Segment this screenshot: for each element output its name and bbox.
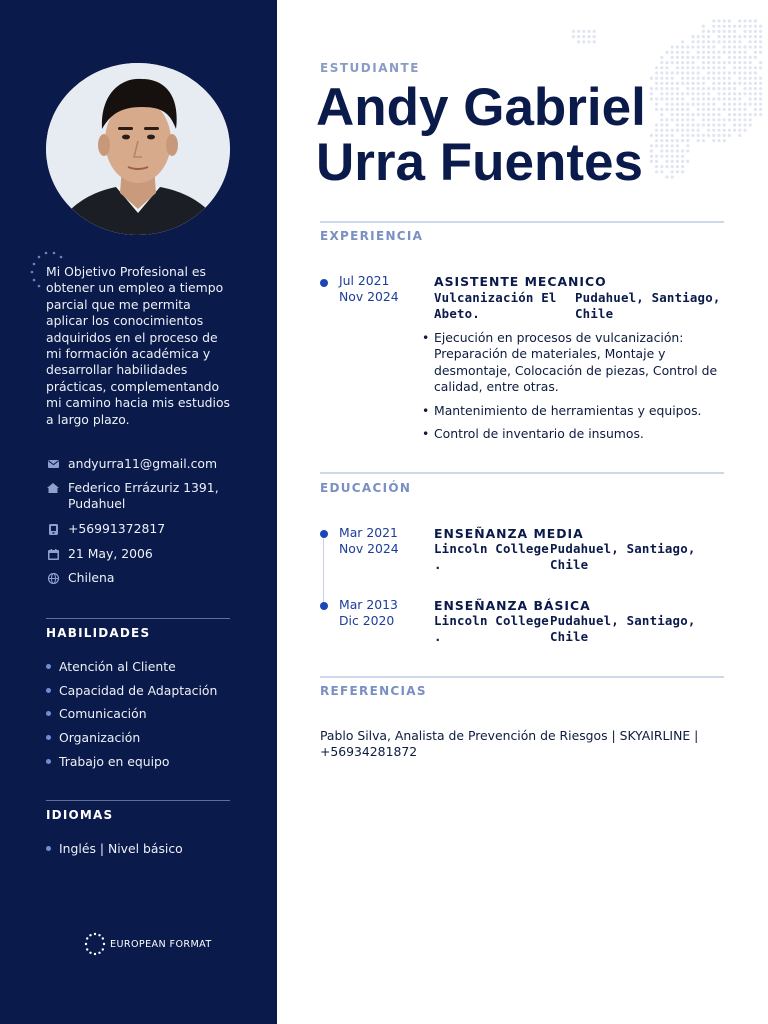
globe-icon (46, 570, 60, 586)
references-heading: REFERENCIAS (320, 684, 427, 698)
entry-title: ENSEÑANZA MEDIA (434, 526, 584, 541)
phone-icon (46, 521, 60, 537)
list-item: Organización (46, 726, 217, 750)
entry-date-range: Mar 2013 Dic 2020 (339, 597, 398, 629)
envelope-icon (46, 456, 60, 472)
divider (320, 221, 724, 223)
list-item: Capacidad de Adaptación (46, 679, 217, 703)
email-text: andyurra11@gmail.com (68, 456, 218, 471)
divider (46, 800, 230, 801)
experience-heading: EXPERIENCIA (320, 229, 424, 243)
name-line1: Andy Gabriel (316, 78, 646, 137)
list-item: • Ejecución en procesos de vulcanización: Preparación de materiales, Montaje y desmontaje, Colocación de piezas, Control de calidad, entre otras. (422, 330, 718, 395)
entry-organization: Lincoln College . (434, 541, 549, 573)
bullet-dot-icon (46, 759, 51, 764)
name-line2: Urra Fuentes (316, 133, 643, 192)
home-icon (46, 480, 60, 496)
contact-address (46, 480, 246, 521)
address-line2: Pudahuel (68, 496, 126, 512)
reference-entry: Pablo Silva, Analista de Prevención de Riesgos | SKYAIRLINE | +56934281872 (320, 728, 699, 760)
list-item: • Control de inventario de insumos. (422, 426, 644, 442)
entry-title: ASISTENTE MECANICO (434, 274, 607, 289)
list-item: Inglés | Nivel básico (46, 837, 183, 861)
contact-birthdate (46, 546, 246, 570)
full-name (316, 80, 646, 190)
list-item: Atención al Cliente (46, 655, 217, 679)
languages-heading: IDIOMAS (46, 808, 114, 822)
entry-title: ENSEÑANZA BÁSICA (434, 598, 591, 613)
entry-organization: Vulcanización El Abeto. (434, 290, 557, 322)
duties-list (422, 330, 728, 449)
list-item: Comunicación (46, 702, 217, 726)
timeline-line (323, 536, 324, 608)
entry-location: Pudahuel, Santiago, Chile (550, 613, 696, 645)
bullet-dot-icon (46, 664, 51, 669)
entry-date-range: Mar 2021 Nov 2024 (339, 525, 399, 557)
bullet-dot-icon (46, 711, 51, 716)
bullet-dot-icon (46, 846, 51, 851)
bullet-dot-icon (46, 735, 51, 740)
entry-date-range: Jul 2021 Nov 2024 (339, 273, 399, 305)
birthdate-text: 21 May, 2006 (68, 546, 153, 561)
sidebar (0, 0, 277, 1024)
phone-text: +56991372817 (68, 521, 166, 536)
professional-objective: Mi Objetivo Profesional es obtener un empleo a tiempo parcial que me permita aplicar los conocimientos adquiridos en el proceso de mi formación académica y desarrollar habilidades prácticas, complementando mi camino hacia mis estudios a largo plazo. (46, 264, 231, 427)
calendar-icon (46, 546, 60, 562)
entry-location: Pudahuel, Santiago, Chile (550, 541, 696, 573)
list-item: Trabajo en equipo (46, 749, 217, 773)
nationality-text: Chilena (68, 570, 115, 585)
entry-location: Pudahuel, Santiago, Chile (575, 290, 721, 322)
skills-list (46, 655, 217, 773)
divider (46, 618, 230, 619)
profile-photo (46, 63, 230, 235)
timeline-dot (320, 279, 328, 287)
european-format-badge (84, 932, 212, 956)
bullet-dot-icon (46, 688, 51, 693)
eu-stars-icon (84, 932, 106, 956)
timeline-dot (320, 602, 328, 610)
timeline-dot (320, 530, 328, 538)
skills-heading: HABILIDADES (46, 626, 151, 640)
contact-info (46, 456, 246, 594)
contact-phone[interactable] (46, 521, 246, 546)
education-heading: EDUCACIÓN (320, 481, 412, 495)
contact-nationality (46, 570, 246, 594)
languages-list (46, 837, 183, 861)
job-role: ESTUDIANTE (320, 61, 420, 75)
divider (320, 676, 724, 678)
divider (320, 472, 724, 474)
address-line1: Federico Errázuriz 1391, (68, 480, 219, 495)
list-item: • Mantenimiento de herramientas y equipos. (422, 402, 702, 418)
portrait-illustration (46, 63, 230, 235)
contact-email[interactable] (46, 456, 246, 480)
entry-organization: Lincoln College . (434, 613, 549, 645)
european-format-label: EUROPEAN FORMAT (110, 938, 212, 950)
